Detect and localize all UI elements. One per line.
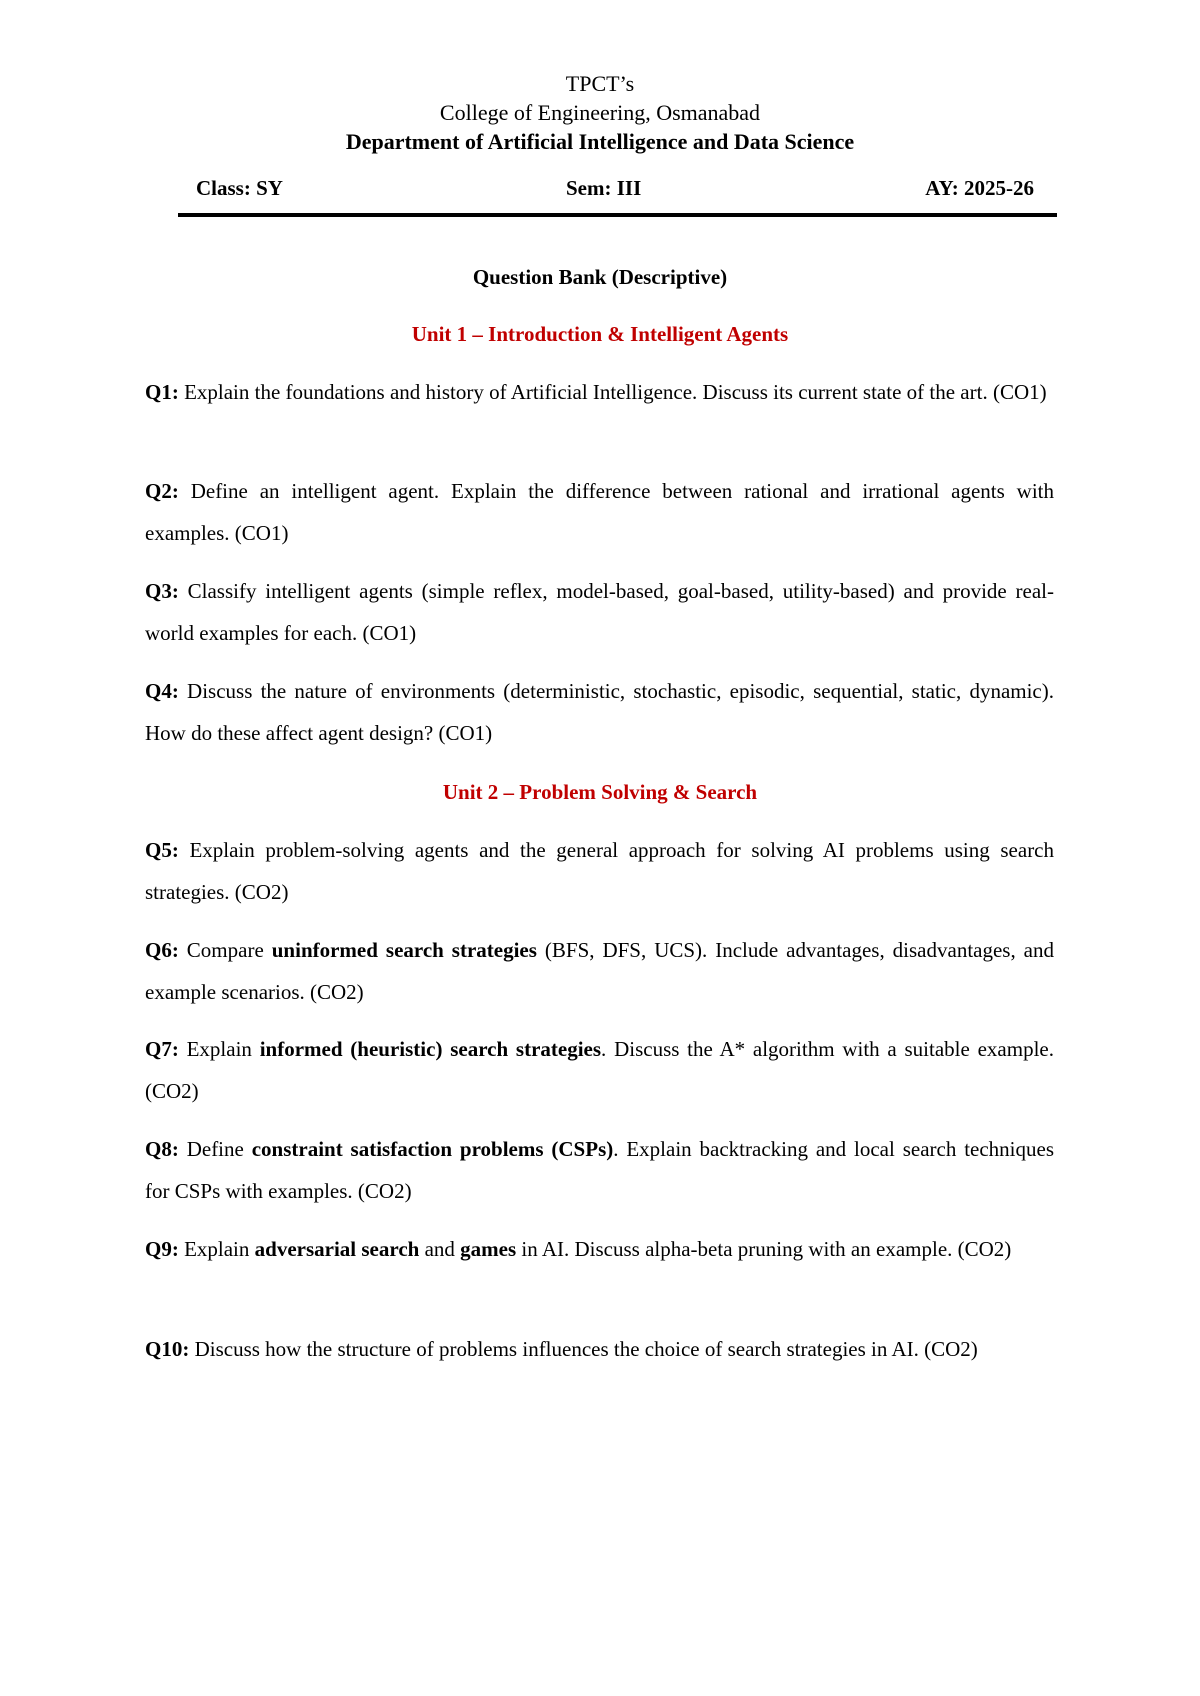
question-item — [145, 570, 1054, 654]
question-item — [145, 470, 1054, 554]
institute-name: TPCT’s — [565, 71, 635, 96]
question-label: Q2: — [145, 479, 179, 503]
question-text: in AI. Discuss alpha-beta pruning with an example. (CO2) — [516, 1237, 1012, 1261]
header-divider — [178, 213, 1057, 217]
question-item — [145, 1028, 1054, 1112]
question-text: and — [419, 1237, 461, 1261]
question-text: Compare — [186, 938, 272, 962]
question-item — [145, 670, 1054, 754]
department-name: Department of Artificial Intelligence and Data Science — [345, 129, 855, 154]
question-keyword: constraint satisfaction problems (CSPs) — [251, 1137, 614, 1161]
question-text: Explain the foundations and history of Artificial Intelligence. Discuss its current state of the art. (CO1) — [184, 380, 1047, 404]
question-label: Q8: — [145, 1137, 179, 1161]
question-item — [145, 1128, 1054, 1212]
question-text: Discuss the nature of environments (deterministic, stochastic, episodic, sequential, static, dynamic). How do these affect agent design? (CO1) — [145, 679, 1054, 745]
question-label: Q7: — [145, 1037, 179, 1061]
question-text: Explain — [184, 1237, 255, 1261]
semester-label: Sem: III — [566, 176, 642, 200]
college-name: College of Engineering, Osmanabad — [439, 100, 761, 125]
unit-heading: Unit 2 – Problem Solving & Search — [442, 780, 758, 804]
question-text: . Discuss the A* algorithm with a suitable example. (CO2) — [145, 1037, 1054, 1103]
question-label: Q3: — [145, 579, 179, 603]
document-title: Question Bank (Descriptive) — [472, 265, 728, 289]
question-text: Explain — [186, 1037, 260, 1061]
class-label: Class: SY — [196, 176, 283, 200]
question-item — [145, 1228, 1054, 1270]
question-text: Classify intelligent agents (simple reflex, model-based, goal-based, utility-based) and provide real-world examples for each. (CO1) — [145, 579, 1055, 645]
question-label: Q5: — [145, 838, 179, 862]
question-item — [145, 929, 1054, 1013]
question-text: Discuss how the structure of problems influences the choice of search strategies in AI. (CO2) — [194, 1337, 978, 1361]
question-label: Q1: — [145, 380, 179, 404]
question-text: Explain problem-solving agents and the general approach for solving AI problems using search strategies. (CO2) — [145, 838, 1055, 904]
question-keyword: games — [460, 1237, 517, 1261]
question-text: (BFS, DFS, UCS). Include advantages, disadvantages, and example scenarios. (CO2) — [145, 938, 1055, 1004]
question-label: Q6: — [145, 938, 179, 962]
question-item — [145, 1328, 1054, 1370]
question-keyword: adversarial search — [254, 1237, 420, 1261]
question-label: Q4: — [145, 679, 179, 703]
question-text: Define an intelligent agent. Explain the difference between rational and irrational agents with examples. (CO1) — [145, 479, 1055, 545]
question-keyword: uninformed search strategies — [271, 938, 537, 962]
question-label: Q10: — [145, 1337, 190, 1361]
question-text: . Explain backtracking and local search techniques for CSPs with examples. (CO2) — [145, 1137, 1054, 1203]
question-label: Q9: — [145, 1237, 179, 1261]
question-text: Define — [186, 1137, 252, 1161]
question-keyword: informed (heuristic) search strategies — [259, 1037, 602, 1061]
question-item — [145, 371, 1054, 413]
academic-year-label: AY: 2025-26 — [925, 176, 1034, 200]
unit-heading: Unit 1 – Introduction & Intelligent Agents — [411, 322, 789, 346]
question-item — [145, 829, 1054, 913]
